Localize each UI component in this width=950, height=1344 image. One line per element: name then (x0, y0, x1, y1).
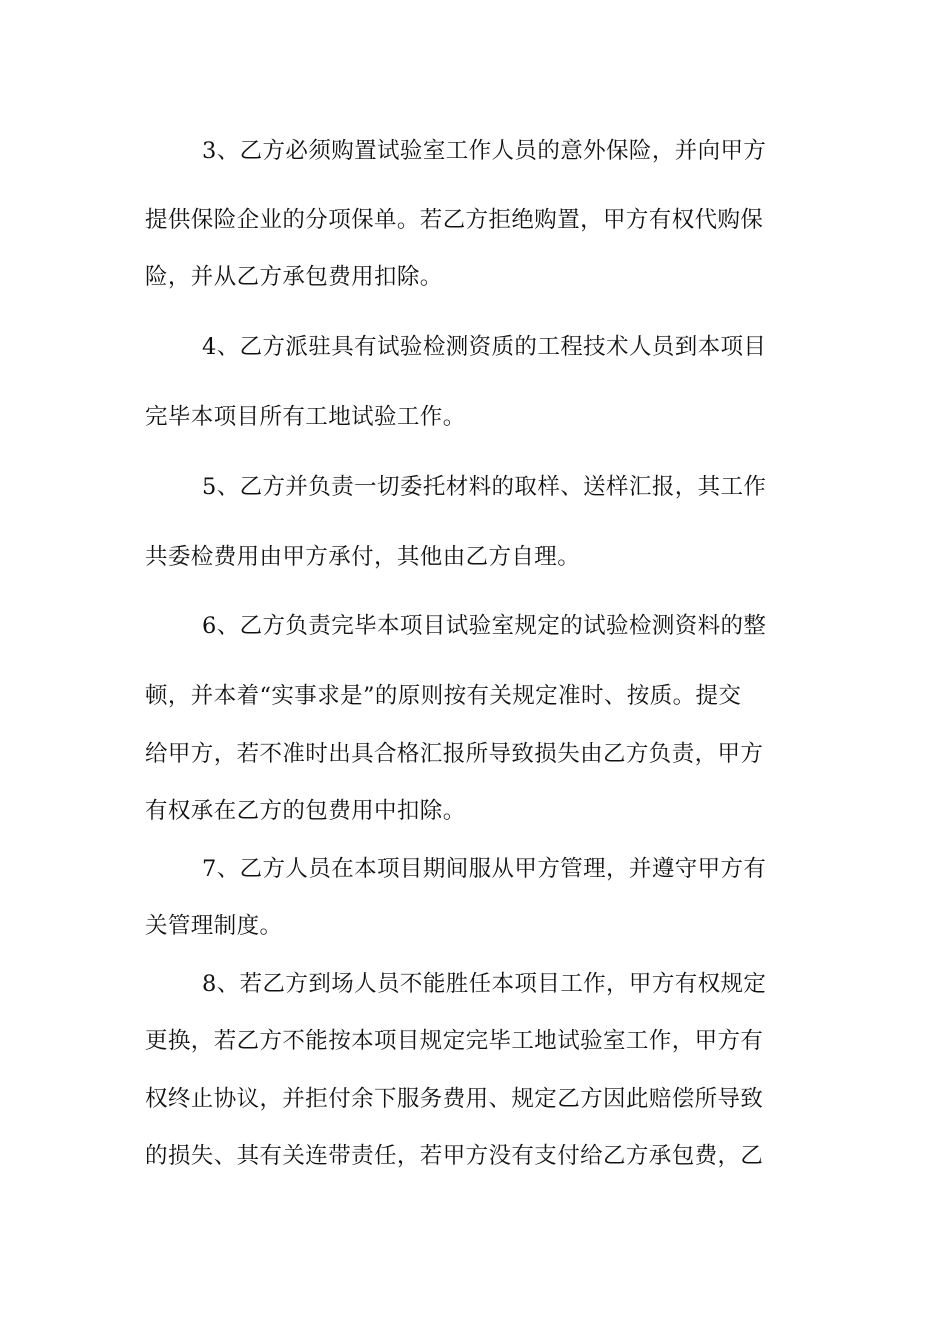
paragraph-6-line-1: 6、乙方负责完毕本项目试验室规定的试验检测资料的整 (202, 613, 767, 639)
paragraph-8-line-2: 更换，若乙方不能按本项目规定完毕工地试验室工作，甲方有 (145, 1028, 764, 1054)
paragraph-5-line-2: 共委检费用由甲方承付，其他由乙方自理。 (145, 544, 581, 570)
paragraph-5-line-1: 5、乙方并负责一切委托材料的取样、送样汇报，其工作 (202, 474, 767, 500)
paragraph-8-line-4: 的损失、其有关连带责任，若甲方没有支付给乙方承包费，乙 (145, 1143, 764, 1169)
paragraph-3-line-2: 提供保险企业的分项保单。若乙方拒绝购置，甲方有权代购保 (145, 207, 764, 233)
paragraph-8-line-1: 8、若乙方到场人员不能胜任本项目工作，甲方有权规定 (202, 971, 767, 997)
paragraph-3-line-3: 险，并从乙方承包费用扣除。 (145, 264, 443, 290)
paragraph-8-line-3: 权终止协议，并拒付余下服务费用、规定乙方因此赔偿所导致 (145, 1086, 764, 1112)
paragraph-7-line-2: 关管理制度。 (145, 913, 283, 939)
paragraph-7-line-1: 7、乙方人员在本项目期间服从甲方管理，并遵守甲方有 (202, 856, 767, 882)
paragraph-4-line-1: 4、乙方派驻具有试验检测资质的工程技术人员到本项目 (202, 334, 767, 360)
paragraph-6-line-3: 给甲方，若不准时出具合格汇报所导致损失由乙方负责，甲方 (145, 741, 764, 767)
paragraph-6-line-2: 顿，并本着“实事求是”的原则按有关规定准时、按质。提交 (145, 683, 742, 709)
paragraph-6-line-4: 有权承在乙方的包费用中扣除。 (145, 798, 466, 824)
paragraph-4-line-2: 完毕本项目所有工地试验工作。 (145, 404, 466, 430)
paragraph-3-line-1: 3、乙方必须购置试验室工作人员的意外保险，并向甲方 (202, 138, 767, 164)
